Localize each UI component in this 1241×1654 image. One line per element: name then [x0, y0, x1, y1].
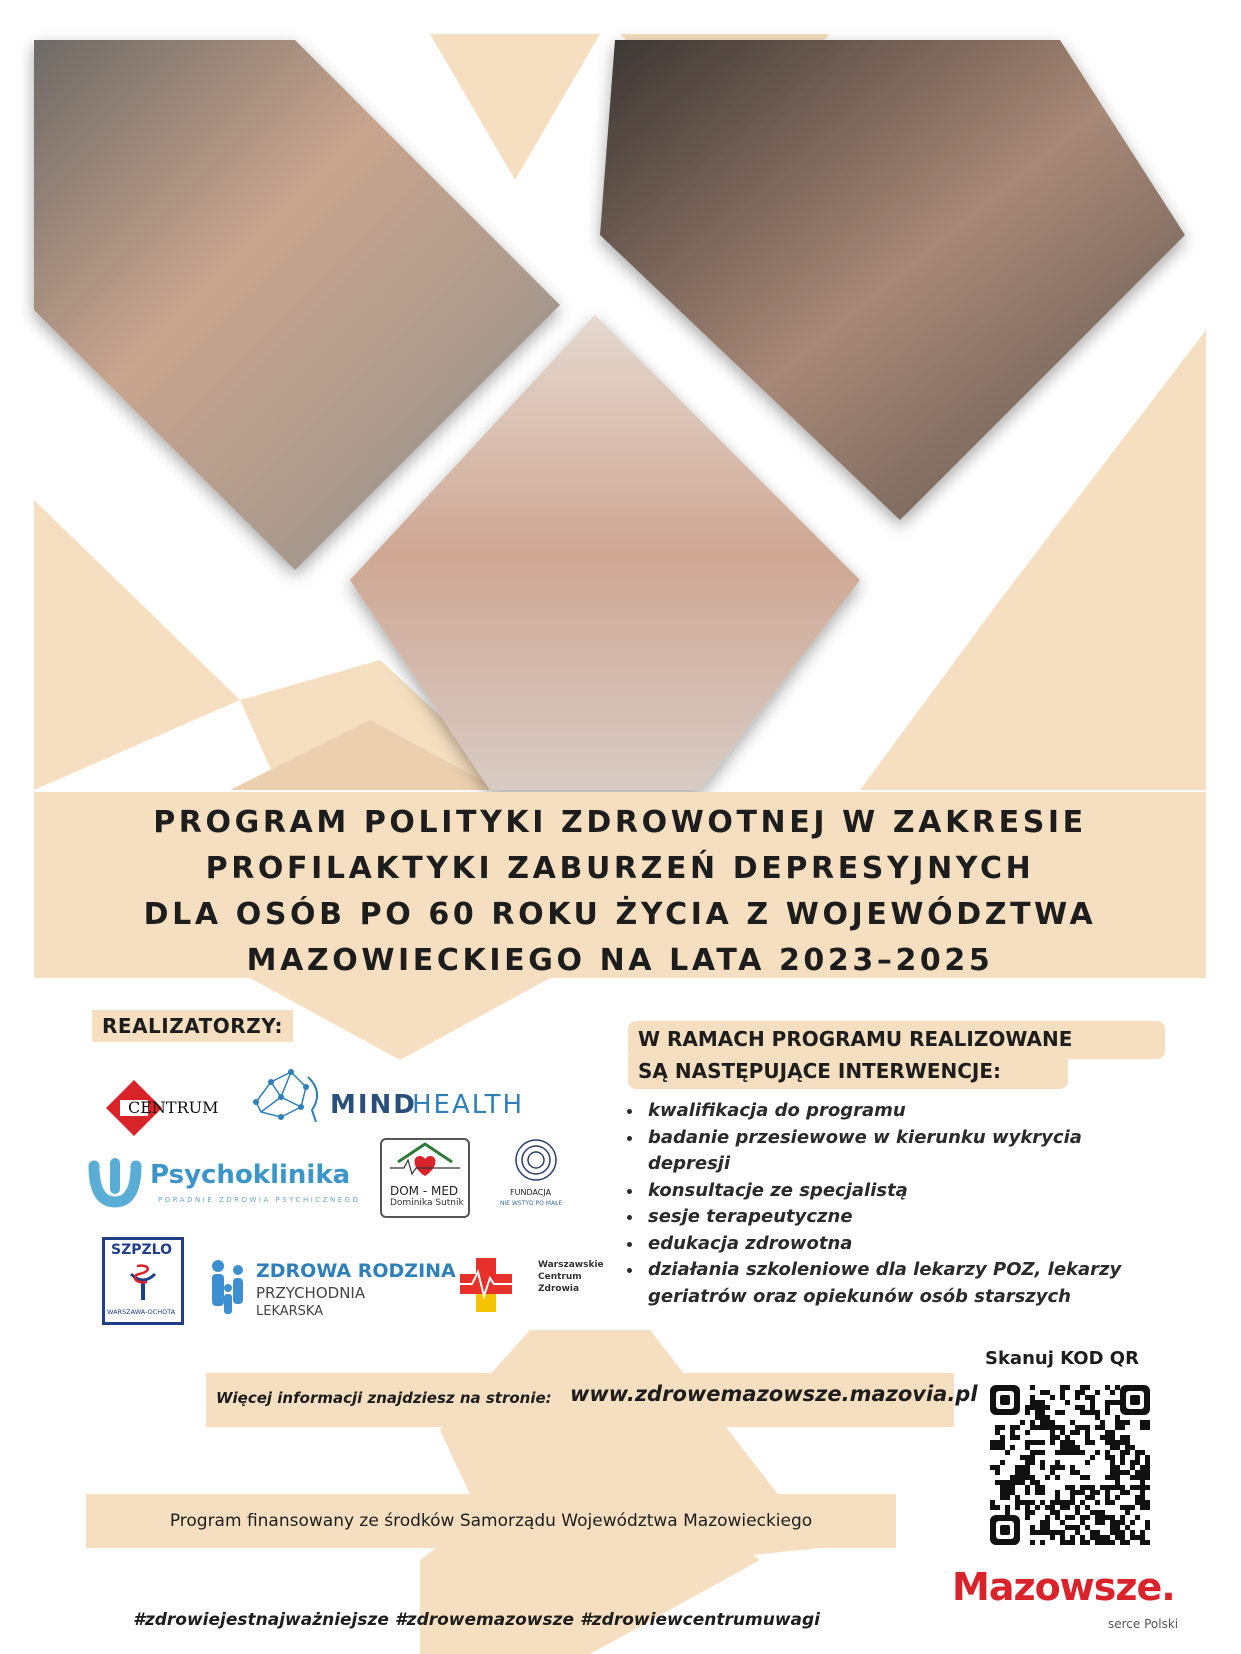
- dom-med-text: DOM - MED: [390, 1184, 459, 1198]
- psychoklinika-subtext: PORADNIE ZDROWIA PSYCHICZNEGO: [158, 1196, 361, 1204]
- intervention-item: • badanie przesiewowe w kierunku wykrycia depresji: [644, 1125, 1164, 1178]
- brain-network-icon: [246, 1062, 326, 1132]
- interventions-heading-line-2: SĄ NASTĘPUJĄCE INTERWENCJE:: [638, 1059, 1002, 1083]
- psychoklinika-mark-icon: [86, 1152, 144, 1210]
- mazowsze-tagline: serce Polski: [1108, 1617, 1179, 1631]
- wcz-text-3: Zdrowia: [538, 1284, 580, 1294]
- funding-text: Program finansowany ze środków Samorządu Województwa Mazowieckiego: [169, 1511, 813, 1531]
- medical-cross-icon: [454, 1254, 518, 1316]
- logo-psychoklinika: [86, 1152, 366, 1212]
- fundacja-subtext: NIE WSTYD PO MAŁE: [500, 1200, 563, 1207]
- logo-centrum: [104, 1078, 219, 1138]
- interventions-heading: [628, 1021, 1168, 1087]
- wcz-text-2: Centrum: [538, 1272, 582, 1282]
- mind-text: MIND: [330, 1090, 417, 1120]
- logo-zdrowa-rodzina: [208, 1258, 456, 1324]
- qr-label: Skanuj KOD QR: [985, 1348, 1139, 1369]
- hashtags: #zdrowiejestnajważniejsze #zdrowemazowsze #zdrowiewcentrumuwagi: [133, 1610, 820, 1630]
- title-line-3: DLA OSÓB PO 60 ROKU ŻYCIA Z WOJEWÓDZTWA: [143, 897, 1097, 932]
- mazowsze-logo: Mazowsze.: [952, 1565, 1175, 1609]
- fundacja-circles-icon: [496, 1138, 576, 1184]
- intervention-item: • edukacja zdrowotna: [644, 1231, 1164, 1258]
- qr-code[interactable]: [990, 1385, 1150, 1545]
- logo-szpzlo: [102, 1237, 184, 1325]
- centrum-text: CENTRUM: [128, 1098, 219, 1117]
- title-line-2: PROFILAKTYKI ZABURZEŃ DEPRESYJNYCH: [205, 851, 1035, 886]
- title-line-4: MAZOWIECKIEGO NA LATA 2023–2025: [246, 943, 994, 978]
- family-icon: [208, 1258, 252, 1320]
- intervention-item: • sesje terapeutyczne: [644, 1204, 1164, 1231]
- page-title: [34, 800, 1206, 984]
- title-line-1: PROGRAM POLITYKI ZDROWOTNEJ W ZAKRESIE: [153, 805, 1087, 840]
- bowl-of-hygieia-icon: [125, 1260, 161, 1306]
- logo-mindhealth: [246, 1062, 526, 1132]
- logo-warszawskie-centrum-zdrowia: [454, 1254, 614, 1316]
- website-link[interactable]: www.zdrowemazowsze.mazovia.pl: [570, 1382, 978, 1406]
- realizatorzy-label: REALIZATORZY:: [92, 1010, 293, 1042]
- interventions-list: [622, 1098, 1164, 1310]
- lekarska-text: LEKARSKA: [256, 1304, 324, 1319]
- dom-med-subtext: Dominika Sutnik: [390, 1198, 464, 1208]
- interventions-heading-line-1: W RAMACH PROGRAMU REALIZOWANE: [638, 1027, 1073, 1051]
- psychoklinika-text: Psychoklinika: [150, 1160, 351, 1190]
- info-text: Więcej informacji znajdziesz na stronie:: [216, 1389, 552, 1407]
- szpzlo-text: SZPZLO: [111, 1242, 172, 1258]
- intervention-item: • kwalifikacja do programu: [644, 1098, 1164, 1125]
- logo-dom-med: [380, 1138, 470, 1218]
- fundacja-text: FUNDACJA: [510, 1188, 552, 1197]
- house-heart-icon: [382, 1140, 468, 1184]
- wcz-text-1: Warszawskie: [538, 1260, 604, 1270]
- intervention-item: • konsultacje ze specjalistą: [644, 1178, 1164, 1205]
- intervention-item: • działania szkoleniowe dla lekarzy POZ, lekarzy geriatrów oraz opiekunów osób starszych: [644, 1257, 1164, 1310]
- zdrowa-rodzina-text: ZDROWA RODZINA: [256, 1260, 456, 1282]
- logo-fundacja: [496, 1138, 576, 1214]
- przychodnia-text: PRZYCHODNIA: [256, 1284, 366, 1302]
- szpzlo-subtext: WARSZAWA-OCHOTA: [107, 1308, 176, 1316]
- health-text: HEALTH: [412, 1090, 525, 1120]
